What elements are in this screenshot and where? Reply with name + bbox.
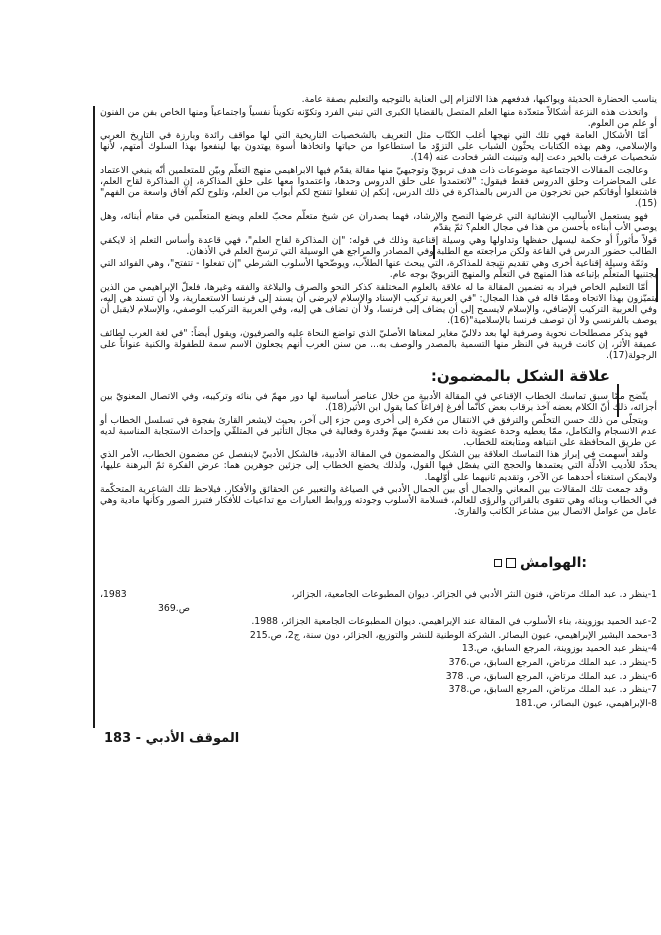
footnote-item: 5-ينظر د. عبد الملك مرتاض، المرجع السابق، ص.376 (448, 656, 657, 668)
footnotes-title: الهوامش: (520, 555, 587, 571)
footnote-text: 1-ينظر د. عبد الملك مرتاض، فنون النثر الأدبي في الجزائر. ديوان المطبوعات الجامعية، الجزائر، (291, 589, 657, 600)
footnote-item: 4-ينظر عبد الحميد بوزوينة، المرجع السابق، ص.13 (461, 643, 657, 655)
footnotes-section (100, 551, 657, 710)
body-paragraph: أمّا التعليم الخاص فيراد به تضمين المقالة ما له علاقة بالعلوم المختلفة كذكر النحو والصرف والبلاغة والفقه وغيرها، فلعلّ الإبراهيمي من الذين يتميّزون بهذا الاتجاه وممّا قاله في هذا المجال: "في العربية تركيب الإسناد والإسلام لايرضى أن يسند إلى فرنسا الاستعمارية، ولا أن تسند هي إليه، وفي العربية التركيب الإضافي، والإسلام لايسمح إلى أن يضاف إلى فرنسا، ولا أن تضاف هي إليه، وفي العربية التركيب الوصفي، والإسلام لايقبل أن يوصف بالفرنسي ولا أن توصف فرنسا بالإسلامية"(16). (100, 282, 657, 327)
body-paragraph: فهو يذكر مصطلحات نحوية وصرفية لها بعد دلاليّ مغاير لمعناها الأصليّ الذي تواضع النحاة عليه والصرفيون، ويقول أيضاً: "في لغة العرب لطائف عميقة الأثر، إن كانت قريبة في النظر منها التسمية بالمصدر والوصف به... من سنن العرب أنهم يجعلون الاسم سمة للطفولة والكنية عنواناً على الرجولة(17). (100, 327, 657, 362)
footnote-item: 8-الإبراهيمي، عيون البصائر، ص.181 (515, 697, 657, 709)
footnote-item: 7-ينظر د. عبد الملك مرتاض، المرجع السابق، ص.378 (448, 684, 657, 696)
left-margin-change-bar (93, 106, 95, 728)
footnote-continuation: ص.369 (158, 602, 190, 614)
square-bullet-icon (506, 558, 516, 568)
footnote-item (100, 588, 657, 602)
body-paragraph: يناسب الحضارة الحديثة ويواكبها، فدفعهم هذا الالتزام إلى العناية بالتوجيه والتعليم بصفة عامة. (301, 94, 657, 105)
footnote-item: 2-عبد الحميد بوزوينة، بناء الأسلوب في المقالة عند الإبراهيمي. ديوان المطبوعات الجامعية الجزائر، 1988. (251, 616, 657, 628)
footnote-year: 1983، (100, 589, 127, 600)
body-paragraph: وعالجت المقالات الاجتماعية موضوعات ذات هدف تربويّ وتوجيهيّ منها مقالة يقدّم فيها الابراهيمي منهج التعلّم وبيّن للمتعلمين أنّه ينبغي الاعتماد على المحاضرات وحلق الدروس فقط فيقول: "لاتعتمدوا على حلق الدروس وحدها، واعتمدوا معها على حلق المذاكرة، إن المذاكرة لقاح العلم، فاشتغلوا أوقاتكم حين تخرجون من الدرس بالمذاكرة في ذلك الدرس، إنكم إن تفعلوا تتفتح لكم أبواب من العلم، وتلوح لكم آفاق واسعة من الفهم"(15). (100, 165, 657, 210)
body-paragraph: وقد جمعت تلك المقالات بين المعاني والجمال أي بين الجمال الأدبي في الصياغة والتعبير عن الحقائق والأفكار. فيلاحظ تلك الشاعرية المتحكّمة في الخطاب وبنائه وهي تتقوى بالقرائن والرؤى للعالم، فسلامة الأسلوب وجودته وروابط العبارات مع تداعيات للأفكار فتبرز الصور وكأنها مادية وهي عامل من عوامل الاتصال بين مشاعر الكاتب والقارئ. (100, 484, 657, 518)
body-paragraph: ويتجلّى من ذلك حسن التخلّص والترفق في الانتقال من فكرة إلى أخرى ومن جزء إلى آخر، بحيث لايشعر القارئ بفجوة في تسلسل الخطاب أو عدم الانسجام والتكامل، ممّا يعطيه وحدة عضوية ذات بعد نفسيّ مهمّ وقدرة وفعالية في مجال التأثير في المتلقّي وإحداث الاستجابة المناسبة لديه عن طريق المحافظة على انتباهه ومتابعته للخطاب. (100, 414, 657, 448)
footnotes-header (100, 551, 657, 575)
journal-footer: الموقف الأدبي - 183 (104, 731, 240, 746)
footnotes-list (100, 588, 657, 710)
body-paragraph: يتّضح ممّا سبق تماسك الخطاب الإقناعي في المقالة الأدبية من خلال عناصر أساسية لها دور مهمّ في بنائه وتركيبه، وفي الاتصال المعنويّ بين أجزائه، ذلك أنّ الكلام بعضه آخذ برقاب بعض كأنّما أفرغ إفراغاً كما يقول ابن الأثير(18). (100, 390, 657, 413)
body-paragraph: قولاً مأثوراً أو حكمة ليسهل حفظها وتداولها وهي وسيلة إقناعية وذلك في قوله: "إن المذاكرة لقاح العلم"، فهي قاعدة وأساس التعلم إذ لايكفي الطالب حضور الدرس في القاعة ولكن مراجعته مع الطلبة وفي المصادر والمراجع هي الوسيلة التي ترسخ العلم في الأذهان. (100, 234, 657, 257)
body-paragraph: وثمّة وسيلة إقناعية أخرى وهي تقديم نتيجة للمذاكرة، التي يبحث عنها الطلاّب، ويوضّحها الأسلوب الشرطي "إن تفعلوا - تتفتح"، وهي الفوائد التي يجتنيها المتعلّم بإتباعه هذا المنهج في التعلّم والمنهج التربويّ بوجه عام. (100, 258, 657, 281)
body-paragraph: ولقد أسهمت في إبراز هذا التماسك العلاقة بين الشكل والمضمون في المقالة الأدبية، فالشكل الأدبيّ لاينفصل عن مضمون الخطاب، الأمر الذي يحدّد للأديب الأدلّة التي يعتمدها والحجج التي يفصّل فيها القول، ولذلك يخضع الخطاب إلى جزئين جوهرين هما: عرض الفكرة ثمّ البرهنة عليها، ولايمكن استغناء أحدهما عن الآخر، وتقديم ثانيهما على أوّلهما. (100, 449, 657, 483)
footnote-item: 3-محمد البشير الإبراهيمي، عيون البصائر. الشركة الوطنية للنشر والتوزيع، الجزائر، دون سنة، ج2، ص.215 (249, 629, 657, 641)
body-paragraph: أمّا الأشكال العامة فهي تلك التي نهجها أغلب الكتّاب مثل التعريف بالشخصيات التاريخية التي لها مواقف رائدة وبارزة في التاريخ العربي والإسلامي، وهم بهذه الكتابات يحثّون الشباب على التزوّد ما استطاعوا من حياتها واتخاذها أسوة يهتدون بها لينفعوا بهذا السلوك أمتهم، لأنها شخصيات عرفت بالخير دعت إليه وتبينت الشر فحادت عنه (14). (100, 130, 657, 164)
section-heading: علاقة الشكل بالمضمون: (430, 367, 610, 386)
footnote-item: 6-ينظر د. عبد الملك مرتاض، المرجع السابق، ص. 378 (445, 670, 657, 682)
body-paragraph: واتخذت هذه النزعة أشكالاً متعدّدة منها العلم المتصل بالقضايا الكبرى التي تبني الفرد وتكوّنه تكويناً نفسياً واجتماعياً ومنها الخاص بفن من الفنون أو علم من العلوم. (100, 106, 657, 129)
body-paragraph: فهو يستعمل الأساليب الإنشائية التي غرضها النصح والإرشاد، فهما يصدران عن شيخ متعلّم محبّ للعلم ويضع المتعلّمين في مقام أبنائه، وهل يوصي الأب أبناءه بأحسن من هذا في مجال العلم؟ ثمّ يقدّم (100, 210, 657, 234)
article-body (100, 94, 657, 519)
square-bullet-icon (494, 559, 502, 567)
